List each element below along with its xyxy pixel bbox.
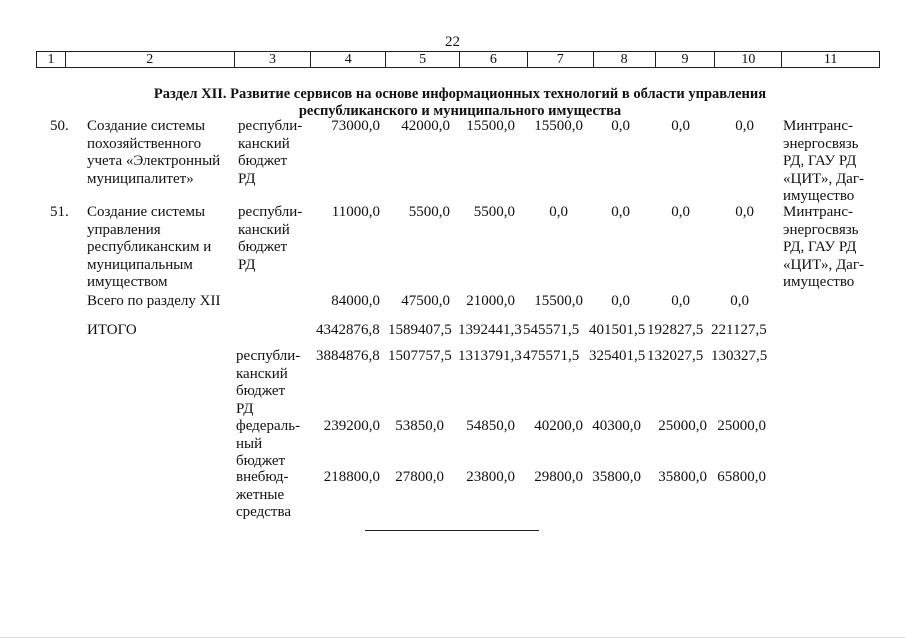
breakdown-source-line: внебюд- bbox=[236, 469, 289, 485]
breakdown-value: 35800,0 bbox=[592, 469, 641, 485]
row-name-line: учета «Электронный bbox=[87, 153, 221, 169]
breakdown-value: 3884876,8 bbox=[316, 348, 380, 364]
grand-total-label: ИТОГО bbox=[87, 322, 137, 338]
grand-total-value: 401501,5 bbox=[589, 322, 646, 338]
row-name-line: имуществом bbox=[87, 274, 168, 290]
breakdown-source-line: республи- bbox=[236, 348, 301, 364]
breakdown-source-line: бюджет bbox=[236, 453, 286, 469]
header-col-5: 5 bbox=[386, 52, 460, 67]
value-total: 73000,0 bbox=[331, 118, 380, 134]
grand-total-value: 192827,5 bbox=[647, 322, 704, 338]
funding-source-line: канский bbox=[238, 135, 290, 152]
value-total: 11000,0 bbox=[331, 204, 380, 220]
row-name-line: похозяйственного bbox=[87, 135, 202, 152]
breakdown-source-line: ный bbox=[236, 435, 263, 452]
value-year: 15500,0 bbox=[466, 118, 515, 134]
breakdown-value: 475571,5 bbox=[523, 348, 580, 364]
executor-line: имущество bbox=[783, 188, 855, 204]
breakdown-source-line: жетные bbox=[236, 486, 285, 503]
row-name-line: республиканским и bbox=[87, 239, 212, 255]
header-col-10: 10 bbox=[715, 52, 782, 67]
breakdown-value: 53850,0 bbox=[395, 418, 444, 434]
funding-source-line: РД bbox=[238, 170, 256, 187]
row-name-line: управления bbox=[87, 221, 161, 238]
header-col-11: 11 bbox=[823, 52, 838, 67]
executor-line: «ЦИТ», Даг- bbox=[783, 256, 864, 273]
section-total-value: 21000,0 bbox=[466, 293, 515, 309]
header-col-1: 1 bbox=[37, 52, 66, 67]
funding-source-line: РД bbox=[238, 256, 256, 273]
value-year: 5500,0 bbox=[408, 204, 450, 220]
breakdown-source-line: РД bbox=[236, 400, 254, 417]
funding-source-line: республи- bbox=[238, 118, 303, 134]
breakdown-value: 25000,0 bbox=[658, 418, 707, 434]
value-year: 0,0 bbox=[549, 204, 568, 220]
breakdown-value: 27800,0 bbox=[395, 469, 444, 485]
header-col-6: 6 bbox=[460, 52, 528, 67]
section-total-value: 0,0 bbox=[730, 293, 749, 309]
breakdown-value: 29800,0 bbox=[534, 469, 583, 485]
executor-line: Минтранс- bbox=[783, 118, 853, 134]
funding-source-line: республи- bbox=[238, 204, 303, 220]
header-col-8: 8 bbox=[594, 52, 656, 67]
section-total-value: 0,0 bbox=[611, 293, 630, 309]
value-year: 5500,0 bbox=[473, 204, 515, 220]
breakdown-source-line: федераль- bbox=[236, 418, 301, 434]
row-name-line: Создание системы bbox=[87, 118, 206, 134]
row-number: 50. bbox=[50, 118, 69, 134]
breakdown-value: 1507757,5 bbox=[388, 348, 452, 364]
executor-line: «ЦИТ», Даг- bbox=[783, 170, 864, 187]
executor-line: Минтранс- bbox=[783, 204, 853, 220]
breakdown-value: 132027,5 bbox=[647, 348, 704, 364]
section-total-value: 15500,0 bbox=[534, 293, 583, 309]
breakdown-source-line: бюджет bbox=[236, 383, 286, 399]
row-name-line: муниципалитет» bbox=[87, 170, 194, 187]
header-col-9: 9 bbox=[656, 52, 716, 67]
breakdown-value: 25000,0 bbox=[717, 418, 766, 434]
value-year: 0,0 bbox=[735, 118, 754, 134]
value-year: 42000,0 bbox=[401, 118, 450, 134]
funding-source-line: бюджет bbox=[238, 239, 288, 255]
grand-total-value: 4342876,8 bbox=[316, 322, 380, 338]
breakdown-source-line: средства bbox=[236, 504, 292, 520]
header-col-7: 7 bbox=[528, 52, 594, 67]
row-name-line: Создание системы bbox=[87, 204, 206, 220]
breakdown-value: 23800,0 bbox=[466, 469, 515, 485]
breakdown-source-line: канский bbox=[236, 365, 288, 382]
executor-line: энергосвязь bbox=[783, 135, 859, 152]
grand-total-value: 221127,5 bbox=[711, 322, 767, 338]
breakdown-value: 130327,5 bbox=[711, 348, 768, 364]
value-year: 0,0 bbox=[735, 204, 754, 220]
breakdown-value: 40200,0 bbox=[534, 418, 583, 434]
grand-total-value: 1392441,3 bbox=[458, 322, 522, 338]
breakdown-value: 239200,0 bbox=[323, 418, 380, 434]
executor-line: РД, ГАУ РД bbox=[783, 153, 857, 169]
breakdown-value: 54850,0 bbox=[466, 418, 515, 434]
value-year: 0,0 bbox=[671, 118, 690, 134]
breakdown-value: 40300,0 bbox=[592, 418, 641, 434]
value-year: 0,0 bbox=[611, 204, 630, 220]
breakdown-value: 325401,5 bbox=[589, 348, 646, 364]
header-col-2: 2 bbox=[66, 52, 235, 67]
section-total-value: 0,0 bbox=[671, 293, 690, 309]
executor-line: РД, ГАУ РД bbox=[783, 239, 857, 255]
section-total-label: Всего по разделу XII bbox=[87, 293, 221, 309]
row-number: 51. bbox=[50, 204, 69, 220]
value-year: 15500,0 bbox=[534, 118, 583, 134]
column-number-header bbox=[36, 51, 880, 68]
closing-rule bbox=[365, 530, 539, 531]
section-total-value: 84000,0 bbox=[331, 293, 380, 309]
executor-line: имущество bbox=[783, 274, 855, 290]
breakdown-value: 1313791,3 bbox=[458, 348, 522, 364]
page-edge-divider bbox=[0, 637, 905, 638]
value-year: 0,0 bbox=[671, 204, 690, 220]
header-col-3: 3 bbox=[235, 52, 312, 67]
value-year: 0,0 bbox=[611, 118, 630, 134]
funding-source-line: бюджет bbox=[238, 153, 288, 169]
breakdown-value: 218800,0 bbox=[323, 469, 380, 485]
funding-source-line: канский bbox=[238, 221, 290, 238]
row-name-line: муниципальным bbox=[87, 256, 193, 273]
page-number: 22 bbox=[445, 34, 460, 50]
breakdown-value: 65800,0 bbox=[717, 469, 766, 485]
breakdown-value: 35800,0 bbox=[658, 469, 707, 485]
header-col-4: 4 bbox=[311, 52, 386, 67]
grand-total-value: 545571,5 bbox=[523, 322, 580, 338]
grand-total-value: 1589407,5 bbox=[388, 322, 452, 338]
section-title: Раздел XII. Развитие сервисов на основе информационных технологий в области управления республиканского и муниципального имущества bbox=[153, 86, 767, 119]
section-total-value: 47500,0 bbox=[401, 293, 450, 309]
executor-line: энергосвязь bbox=[783, 221, 859, 238]
